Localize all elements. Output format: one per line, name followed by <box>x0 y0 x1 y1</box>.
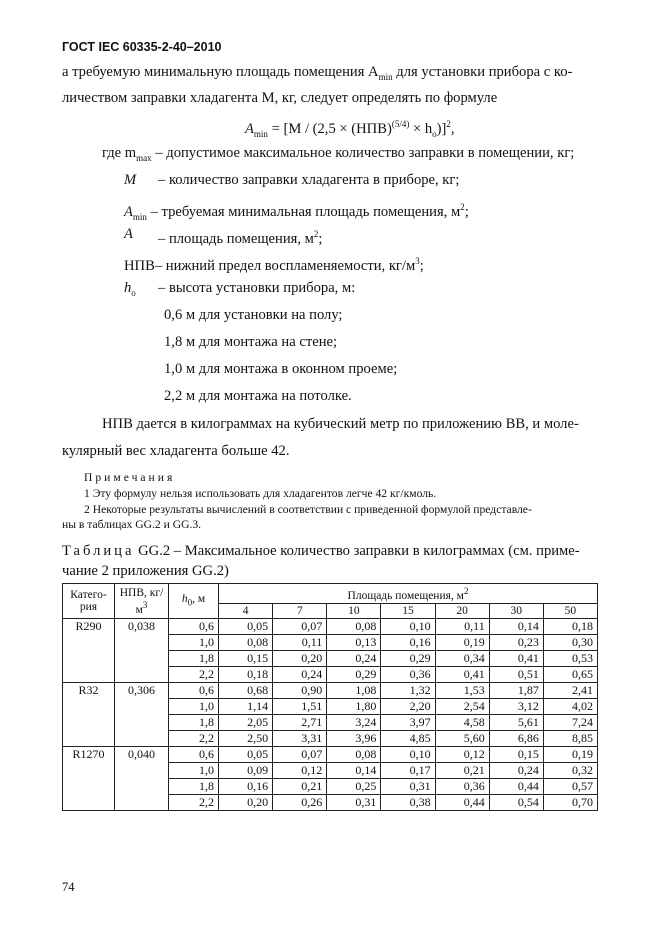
value-cell: 0,54 <box>489 794 543 810</box>
header-area-value: 10 <box>327 603 381 618</box>
value-cell: 3,12 <box>489 698 543 714</box>
value-cell: 0,44 <box>489 778 543 794</box>
value-cell: 0,18 <box>219 666 273 682</box>
value-cell: 8,85 <box>543 730 597 746</box>
definition-amin <box>124 197 469 227</box>
height-cell: 1,0 <box>169 762 219 778</box>
value-cell: 0,32 <box>543 762 597 778</box>
value-cell: 2,20 <box>381 698 435 714</box>
value-cell: 1,53 <box>435 682 489 698</box>
document-header: ГОСТ IEC 60335-2-40–2010 <box>62 40 222 54</box>
value-cell: 0,20 <box>219 794 273 810</box>
value-cell: 0,12 <box>273 762 327 778</box>
value-cell: 0,05 <box>219 746 273 762</box>
value-cell: 0,51 <box>489 666 543 682</box>
value-cell: 0,21 <box>273 778 327 794</box>
list-item: 0,6 м для установки на полу; <box>164 307 343 323</box>
header-area-value: 50 <box>543 603 597 618</box>
value-cell: 2,05 <box>219 714 273 730</box>
data-table <box>62 583 598 811</box>
value-cell: 0,41 <box>489 650 543 666</box>
height-cell: 1,0 <box>169 698 219 714</box>
superscript: 3 <box>142 599 148 610</box>
value-cell: 0,15 <box>219 650 273 666</box>
text-fragment: ; <box>464 203 469 220</box>
value-cell: 0,31 <box>381 778 435 794</box>
value-cell: 0,70 <box>543 794 597 810</box>
value-cell: 2,71 <box>273 714 327 730</box>
value-cell: 0,11 <box>273 634 327 650</box>
definition-text: – высота установки прибора, м: <box>158 280 356 296</box>
header-area-value: 7 <box>273 603 327 618</box>
superscript: 2 <box>313 229 319 239</box>
text-fragment: – допустимое максимальное количество заправки в помещении, кг; <box>151 145 575 161</box>
value-cell: 1,87 <box>489 682 543 698</box>
superscript: 3 <box>415 256 420 266</box>
formula-part: , <box>450 120 455 137</box>
height-cell: 2,2 <box>169 794 219 810</box>
value-cell: 0,08 <box>327 618 381 634</box>
header-symbol: h <box>181 593 188 606</box>
text-fragment: а требуемую минимальную площадь помещения A <box>62 64 379 80</box>
value-cell: 4,02 <box>543 698 597 714</box>
value-cell: 3,96 <box>327 730 381 746</box>
value-cell: 7,24 <box>543 714 597 730</box>
definition-a <box>158 224 322 249</box>
subscript: o <box>131 287 136 298</box>
value-cell: 0,18 <box>543 618 597 634</box>
table-header-row <box>63 584 598 604</box>
value-cell: 0,29 <box>381 650 435 666</box>
subscript: o <box>432 128 437 139</box>
text-fragment: – требуемая минимальная площадь помещения, м <box>146 203 461 220</box>
text-fragment: ; <box>318 230 323 247</box>
formula-part: = [M / (2,5 × (НПВ) <box>267 120 392 137</box>
value-cell: 0,11 <box>435 618 489 634</box>
npv-cell: 0,306 <box>115 682 169 746</box>
value-cell: 0,23 <box>489 634 543 650</box>
definition-symbol <box>124 224 133 244</box>
value-cell: 0,07 <box>273 746 327 762</box>
height-cell: 1,8 <box>169 650 219 666</box>
text-fragment: ; <box>419 257 424 274</box>
formula-symbol: A <box>245 120 254 137</box>
value-cell: 0,08 <box>219 634 273 650</box>
definition-symbol <box>124 170 136 190</box>
definition-mmax <box>102 143 574 168</box>
value-cell: 0,34 <box>435 650 489 666</box>
value-cell: 0,14 <box>327 762 381 778</box>
value-cell: 0,36 <box>381 666 435 682</box>
table-caption-line: чание 2 приложения GG.2) <box>62 563 229 579</box>
value-cell: 5,60 <box>435 730 489 746</box>
value-cell: 5,61 <box>489 714 543 730</box>
height-cell: 1,8 <box>169 714 219 730</box>
category-cell: R1270 <box>63 746 115 810</box>
value-cell: 0,41 <box>435 666 489 682</box>
header-text: НПВ, кг/м <box>119 586 164 616</box>
table-row <box>63 618 598 634</box>
value-cell: 1,14 <box>219 698 273 714</box>
table-caption <box>62 541 580 561</box>
subscript: max <box>136 152 152 163</box>
category-cell: R32 <box>63 682 115 746</box>
formula <box>245 114 455 144</box>
value-cell: 0,65 <box>543 666 597 682</box>
text-fragment: для установки прибора с ко- <box>392 64 573 80</box>
value-cell: 0,21 <box>435 762 489 778</box>
value-cell: 0,05 <box>219 618 273 634</box>
value-cell: 0,16 <box>219 778 273 794</box>
header-area-value: 4 <box>219 603 273 618</box>
table-row <box>63 746 598 762</box>
npv-cell: 0,040 <box>115 746 169 810</box>
value-cell: 0,90 <box>273 682 327 698</box>
header-category: Катего-рия <box>63 584 115 619</box>
table-row <box>63 682 598 698</box>
note-item: 2 Некоторые результаты вычислений в соответствии с приведенной формулой представле- <box>84 503 532 516</box>
subscript: 0 <box>187 597 193 608</box>
subscript: min <box>253 128 268 139</box>
value-cell: 1,80 <box>327 698 381 714</box>
definition-symbol <box>124 278 136 303</box>
value-cell: 0,14 <box>489 618 543 634</box>
value-cell: 0,08 <box>327 746 381 762</box>
value-cell: 0,19 <box>543 746 597 762</box>
value-cell: 0,26 <box>273 794 327 810</box>
notes-title: Примечания <box>84 471 176 484</box>
value-cell: 0,68 <box>219 682 273 698</box>
value-cell: 0,19 <box>435 634 489 650</box>
note-item: ны в таблицах GG.2 и GG.3. <box>62 518 202 531</box>
value-cell: 0,20 <box>273 650 327 666</box>
value-cell: 0,24 <box>489 762 543 778</box>
paragraph-line: личеством заправки хладагента M, кг, следует определять по формуле <box>62 90 498 106</box>
category-cell: R290 <box>63 618 115 682</box>
list-item: 1,0 м для монтажа в оконном проеме; <box>164 361 398 377</box>
value-cell: 0,25 <box>327 778 381 794</box>
formula-part: )] <box>436 120 447 137</box>
caption-prefix: Таблица <box>62 543 135 559</box>
value-cell: 3,97 <box>381 714 435 730</box>
height-cell: 1,8 <box>169 778 219 794</box>
subscript: min <box>132 211 147 222</box>
text-fragment: – нижний предел воспламеняемости, кг/м <box>154 257 416 274</box>
value-cell: 0,09 <box>219 762 273 778</box>
height-cell: 1,0 <box>169 634 219 650</box>
paragraph-line: НПВ дается в килограммах на кубический метр по приложению ВВ, и моле- <box>102 416 579 432</box>
note-item: 1 Эту формулу нельзя использовать для хладагентов легче 42 кг/кмоль. <box>84 487 437 500</box>
height-cell: 2,2 <box>169 730 219 746</box>
value-cell: 6,86 <box>489 730 543 746</box>
value-cell: 0,29 <box>327 666 381 682</box>
value-cell: 0,17 <box>381 762 435 778</box>
text-fragment: где m <box>102 145 137 161</box>
definition-npv <box>124 251 424 276</box>
header-npv <box>115 584 169 619</box>
definition-text: – количество заправки хладагента в приборе, кг; <box>158 172 460 188</box>
value-cell: 0,24 <box>327 650 381 666</box>
symbol-m: M <box>124 172 137 188</box>
value-cell: 1,32 <box>381 682 435 698</box>
text-fragment: – площадь помещения, м <box>158 230 314 247</box>
value-cell: 2,54 <box>435 698 489 714</box>
value-cell: 0,07 <box>273 618 327 634</box>
height-cell: 0,6 <box>169 618 219 634</box>
header-area-value: 15 <box>381 603 435 618</box>
superscript: 2 <box>460 202 465 212</box>
subscript: min <box>378 71 393 82</box>
header-area-value: 20 <box>435 603 489 618</box>
value-cell: 0,10 <box>381 746 435 762</box>
symbol-a: A <box>124 226 133 242</box>
list-item: 2,2 м для монтажа на потолке. <box>164 388 352 404</box>
value-cell: 0,15 <box>489 746 543 762</box>
value-cell: 0,24 <box>273 666 327 682</box>
value-cell: 3,31 <box>273 730 327 746</box>
value-cell: 2,50 <box>219 730 273 746</box>
npv-cell: 0,038 <box>115 618 169 682</box>
symbol-h: h <box>124 280 132 296</box>
value-cell: 0,31 <box>327 794 381 810</box>
list-item: 1,8 м для монтажа на стене; <box>164 334 338 350</box>
value-cell: 4,85 <box>381 730 435 746</box>
value-cell: 1,08 <box>327 682 381 698</box>
symbol-npv: НПВ <box>124 257 155 274</box>
height-cell: 2,2 <box>169 666 219 682</box>
value-cell: 0,36 <box>435 778 489 794</box>
value-cell: 0,10 <box>381 618 435 634</box>
value-cell: 0,13 <box>327 634 381 650</box>
value-cell: 0,44 <box>435 794 489 810</box>
superscript: 2 <box>446 119 451 129</box>
symbol-a: A <box>124 203 133 220</box>
caption-text: GG.2 – Максимальное количество заправки в килограммах (см. приме- <box>134 543 580 559</box>
value-cell: 0,16 <box>381 634 435 650</box>
value-cell: 3,24 <box>327 714 381 730</box>
paragraph-line <box>62 62 572 87</box>
header-text: , м <box>192 593 206 606</box>
header-area-value: 30 <box>489 603 543 618</box>
height-cell: 0,6 <box>169 682 219 698</box>
paragraph-line: кулярный вес хладагента больше 42. <box>62 443 290 459</box>
value-cell: 0,30 <box>543 634 597 650</box>
height-cell: 0,6 <box>169 746 219 762</box>
header-height <box>169 584 219 619</box>
value-cell: 0,38 <box>381 794 435 810</box>
value-cell: 0,53 <box>543 650 597 666</box>
superscript: (5/4) <box>391 119 410 129</box>
formula-part: × h <box>409 120 433 137</box>
value-cell: 2,41 <box>543 682 597 698</box>
value-cell: 4,58 <box>435 714 489 730</box>
superscript: 2 <box>463 586 469 596</box>
value-cell: 0,57 <box>543 778 597 794</box>
value-cell: 1,51 <box>273 698 327 714</box>
page-number: 74 <box>62 880 75 894</box>
header-text: Площадь помещения, м <box>347 589 464 602</box>
value-cell: 0,12 <box>435 746 489 762</box>
header-area <box>219 584 598 604</box>
